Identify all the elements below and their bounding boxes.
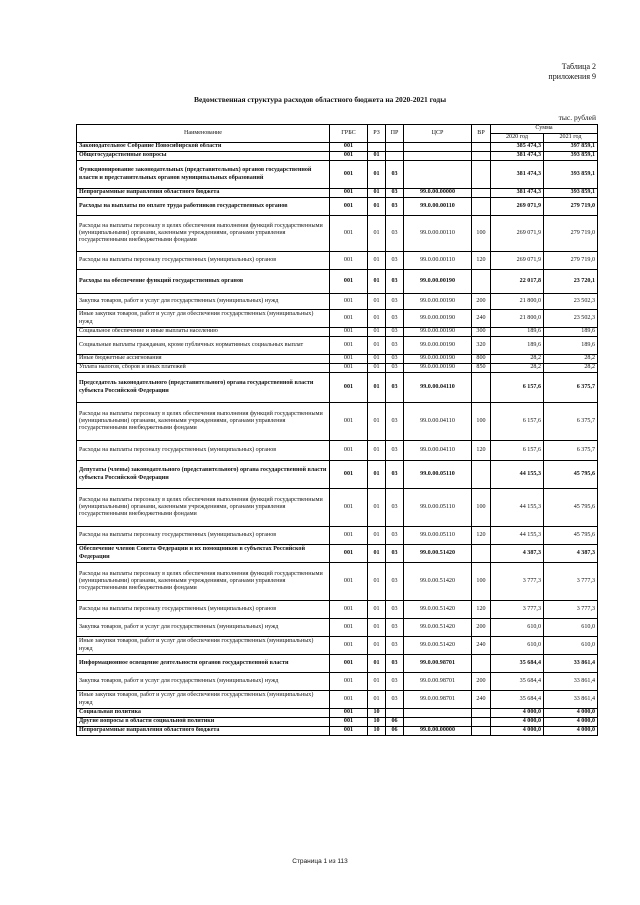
cell-pr: 03 — [386, 601, 404, 619]
table-row — [77, 461, 598, 489]
cell-2021: 23 502,3 — [544, 310, 598, 328]
cell-2020: 28,2 — [491, 355, 544, 364]
table-row — [77, 143, 598, 152]
cell-name: Социальные выплаты гражданам, кроме публичных нормативных социальных выплат — [77, 337, 330, 355]
cell-2021: 6 375,7 — [544, 403, 598, 441]
cell-2020: 4 000,0 — [491, 709, 544, 718]
table-row — [77, 373, 598, 403]
cell-pr: 03 — [386, 441, 404, 461]
budget-table — [76, 124, 598, 736]
page-number: Страница 1 из 113 — [292, 858, 348, 865]
cell-pr: 03 — [386, 270, 404, 294]
cell-rz: 01 — [368, 489, 386, 527]
cell-2021: 4 000,0 — [544, 709, 598, 718]
cell-pr: 06 — [386, 718, 404, 727]
table-row — [77, 673, 598, 691]
cell-rz: 01 — [368, 637, 386, 655]
cell-pr: 03 — [386, 161, 404, 189]
cell-rz: 01 — [368, 373, 386, 403]
cell-vr — [472, 461, 491, 489]
cell-name: Расходы на выплаты персоналу в целях обеспечения выполнения функций государственными (муниципальными) органами, казенными учреждениями, органами управления государственными внебюджетными фондами — [77, 403, 330, 441]
cell-rz: 01 — [368, 403, 386, 441]
cell-vr: 200 — [472, 294, 491, 310]
cell-pr: 03 — [386, 189, 404, 198]
cell-pr: 03 — [386, 328, 404, 337]
cell-rz: 01 — [368, 310, 386, 328]
table-row — [77, 727, 598, 736]
cell-2021: 393 859,1 — [544, 189, 598, 198]
cell-2020: 610,0 — [491, 637, 544, 655]
cell-pr: 03 — [386, 691, 404, 709]
cell-name: Непрограммные направления областного бюджета — [77, 727, 330, 736]
cell-name: Обеспечение членов Совета Федерации и их помощников в субъектах Российской Федерации — [77, 545, 330, 563]
cell-csr: 99.0.00.00190 — [404, 270, 472, 294]
cell-2020: 44 155,3 — [491, 489, 544, 527]
cell-pr: 03 — [386, 489, 404, 527]
cell-2021: 4 387,3 — [544, 545, 598, 563]
table-row — [77, 527, 598, 545]
col-header-name: Наименование — [77, 125, 330, 143]
cell-rz: 01 — [368, 545, 386, 563]
table-row — [77, 637, 598, 655]
cell-vr: 100 — [472, 563, 491, 601]
cell-grbs: 001 — [330, 461, 368, 489]
cell-name: Закупка товаров, работ и услуг для государственных (муниципальных) нужд — [77, 619, 330, 637]
cell-name: Расходы на выплаты персоналу в целях обеспечения выполнения функций государственными (муниципальными) органами, казенными учреждениями, органами управления государственными внебюджетными фондами — [77, 489, 330, 527]
cell-csr: 99.0.00.00110 — [404, 252, 472, 270]
units-label: тыс. рублей — [558, 113, 596, 122]
cell-2021: 6 375,7 — [544, 441, 598, 461]
cell-grbs: 001 — [330, 655, 368, 673]
cell-csr: 99.0.00.00190 — [404, 310, 472, 328]
table-row — [77, 198, 598, 216]
cell-2020: 4 387,3 — [491, 545, 544, 563]
cell-pr: 03 — [386, 198, 404, 216]
cell-vr: 850 — [472, 364, 491, 373]
cell-csr: 99.0.00.00000 — [404, 727, 472, 736]
cell-2021: 397 859,1 — [544, 143, 598, 152]
cell-vr — [472, 189, 491, 198]
cell-name: Расходы на выплаты персоналу государственных (муниципальных) органов — [77, 601, 330, 619]
cell-2020: 21 800,0 — [491, 294, 544, 310]
cell-name: Закупка товаров, работ и услуг для государственных (муниципальных) нужд — [77, 673, 330, 691]
cell-name: Другие вопросы в области социальной политики — [77, 718, 330, 727]
cell-grbs: 001 — [330, 143, 368, 152]
cell-2020: 4 000,0 — [491, 718, 544, 727]
cell-grbs: 001 — [330, 270, 368, 294]
cell-csr: 99.0.00.51420 — [404, 619, 472, 637]
cell-grbs: 001 — [330, 328, 368, 337]
cell-grbs: 001 — [330, 673, 368, 691]
cell-csr — [404, 718, 472, 727]
cell-grbs: 001 — [330, 691, 368, 709]
cell-rz: 01 — [368, 673, 386, 691]
cell-grbs: 001 — [330, 337, 368, 355]
cell-grbs: 001 — [330, 489, 368, 527]
cell-name: Расходы на выплаты персоналу государственных (муниципальных) органов — [77, 252, 330, 270]
cell-pr: 03 — [386, 673, 404, 691]
cell-2020: 189,6 — [491, 328, 544, 337]
cell-vr: 100 — [472, 403, 491, 441]
cell-pr: 03 — [386, 337, 404, 355]
col-header-rz: РЗ — [368, 125, 386, 143]
cell-name: Закупка товаров, работ и услуг для государственных (муниципальных) нужд — [77, 294, 330, 310]
cell-2021: 279 719,0 — [544, 216, 598, 252]
table-row — [77, 718, 598, 727]
cell-2021: 393 859,1 — [544, 161, 598, 189]
cell-rz: 01 — [368, 655, 386, 673]
cell-2020: 4 000,0 — [491, 727, 544, 736]
cell-pr: 03 — [386, 216, 404, 252]
cell-2021: 4 000,0 — [544, 727, 598, 736]
cell-grbs: 001 — [330, 709, 368, 718]
cell-name: Расходы на выплаты по оплате труда работников государственных органов — [77, 198, 330, 216]
cell-pr: 03 — [386, 364, 404, 373]
cell-vr: 320 — [472, 337, 491, 355]
cell-2021: 3 777,3 — [544, 563, 598, 601]
cell-2020: 385 474,3 — [491, 143, 544, 152]
cell-rz: 01 — [368, 601, 386, 619]
cell-vr: 200 — [472, 619, 491, 637]
table-row — [77, 161, 598, 189]
cell-pr: 03 — [386, 563, 404, 601]
cell-csr: 99.0.00.05110 — [404, 527, 472, 545]
table-row — [77, 189, 598, 198]
cell-name: Расходы на выплаты персоналу в целях обеспечения выполнения функций государственными (муниципальными) органами, казенными учреждениями, органами управления государственными внебюджетными фондами — [77, 563, 330, 601]
cell-pr: 03 — [386, 619, 404, 637]
cell-2021: 610,0 — [544, 619, 598, 637]
cell-2021: 45 795,6 — [544, 527, 598, 545]
cell-vr — [472, 152, 491, 161]
cell-csr: 99.0.00.51420 — [404, 545, 472, 563]
cell-pr — [386, 709, 404, 718]
cell-2021: 23 720,1 — [544, 270, 598, 294]
table-number-label: Таблица 2 — [561, 62, 596, 71]
cell-name: Иные бюджетные ассигнования — [77, 355, 330, 364]
cell-pr: 03 — [386, 294, 404, 310]
cell-vr — [472, 198, 491, 216]
cell-2020: 35 684,4 — [491, 655, 544, 673]
table-row — [77, 709, 598, 718]
cell-2021: 6 375,7 — [544, 373, 598, 403]
table-row — [77, 216, 598, 252]
cell-2020: 6 157,6 — [491, 441, 544, 461]
cell-rz — [368, 143, 386, 152]
cell-rz: 01 — [368, 252, 386, 270]
cell-name: Законодательное Собрание Новосибирской области — [77, 143, 330, 152]
cell-rz: 01 — [368, 461, 386, 489]
cell-grbs: 001 — [330, 441, 368, 461]
cell-2021: 28,2 — [544, 355, 598, 364]
cell-pr: 03 — [386, 461, 404, 489]
cell-pr: 03 — [386, 355, 404, 364]
cell-2020: 381 474,3 — [491, 152, 544, 161]
cell-2020: 381 474,3 — [491, 189, 544, 198]
cell-2021: 189,6 — [544, 328, 598, 337]
table-row — [77, 489, 598, 527]
col-header-2021: 2021 год — [544, 134, 598, 143]
cell-rz: 01 — [368, 328, 386, 337]
table-body — [77, 143, 598, 736]
cell-name: Непрограммные направления областного бюджета — [77, 189, 330, 198]
cell-2020: 3 777,3 — [491, 601, 544, 619]
cell-2020: 189,6 — [491, 337, 544, 355]
cell-vr: 120 — [472, 601, 491, 619]
cell-csr: 99.0.00.98701 — [404, 691, 472, 709]
cell-name: Уплата налогов, сборов и иных платежей — [77, 364, 330, 373]
table-row — [77, 355, 598, 364]
cell-2021: 279 719,0 — [544, 198, 598, 216]
cell-rz: 01 — [368, 337, 386, 355]
cell-2021: 33 861,4 — [544, 691, 598, 709]
table-row — [77, 152, 598, 161]
cell-vr — [472, 709, 491, 718]
cell-rz: 01 — [368, 364, 386, 373]
cell-2020: 28,2 — [491, 364, 544, 373]
cell-vr: 120 — [472, 527, 491, 545]
table-row — [77, 337, 598, 355]
cell-2021: 279 719,0 — [544, 252, 598, 270]
cell-pr: 03 — [386, 545, 404, 563]
cell-rz: 01 — [368, 441, 386, 461]
table-caption — [548, 62, 596, 82]
cell-grbs: 001 — [330, 637, 368, 655]
table-row — [77, 364, 598, 373]
cell-csr — [404, 161, 472, 189]
col-header-2020: 2020 год — [491, 134, 544, 143]
table-row — [77, 403, 598, 441]
cell-2020: 44 155,3 — [491, 527, 544, 545]
document-title: Ведомственная структура расходов областного бюджета на 2020-2021 годы — [193, 95, 447, 104]
cell-pr: 03 — [386, 403, 404, 441]
cell-rz: 01 — [368, 216, 386, 252]
cell-csr: 99.0.00.00190 — [404, 294, 472, 310]
table-row — [77, 655, 598, 673]
cell-grbs: 001 — [330, 294, 368, 310]
cell-csr: 99.0.00.00190 — [404, 355, 472, 364]
cell-name: Председатель законодательного (представительного) органа государственной власти субъекта Российской Федерации — [77, 373, 330, 403]
cell-pr: 06 — [386, 727, 404, 736]
cell-csr: 99.0.00.00000 — [404, 189, 472, 198]
cell-2021: 4 000,0 — [544, 718, 598, 727]
col-header-sum: Сумма — [491, 125, 598, 134]
table-row — [77, 691, 598, 709]
cell-grbs: 001 — [330, 403, 368, 441]
cell-2020: 381 474,3 — [491, 161, 544, 189]
cell-grbs: 001 — [330, 198, 368, 216]
cell-grbs: 001 — [330, 545, 368, 563]
cell-csr: 99.0.00.05110 — [404, 461, 472, 489]
table-row — [77, 310, 598, 328]
cell-pr: 03 — [386, 637, 404, 655]
cell-vr: 240 — [472, 310, 491, 328]
cell-rz: 01 — [368, 270, 386, 294]
cell-name: Функционирование законодательных (представительных) органов государственной власти и представительных органов муниципальных образований — [77, 161, 330, 189]
cell-pr: 03 — [386, 527, 404, 545]
cell-2020: 6 157,6 — [491, 373, 544, 403]
table-row — [77, 328, 598, 337]
cell-grbs: 001 — [330, 152, 368, 161]
cell-2020: 35 684,4 — [491, 691, 544, 709]
cell-2021: 23 502,3 — [544, 294, 598, 310]
cell-2020: 22 017,8 — [491, 270, 544, 294]
cell-2020: 269 071,9 — [491, 252, 544, 270]
cell-pr — [386, 143, 404, 152]
cell-vr — [472, 373, 491, 403]
cell-csr: 99.0.00.51420 — [404, 563, 472, 601]
cell-name: Иные закупки товаров, работ и услуг для обеспечения государственных (муниципальных) нужд — [77, 691, 330, 709]
cell-csr — [404, 152, 472, 161]
cell-name: Расходы на выплаты персоналу государственных (муниципальных) органов — [77, 441, 330, 461]
cell-grbs: 001 — [330, 216, 368, 252]
cell-2020: 44 155,3 — [491, 461, 544, 489]
cell-rz: 01 — [368, 152, 386, 161]
cell-vr: 120 — [472, 252, 491, 270]
cell-csr: 99.0.00.51420 — [404, 637, 472, 655]
cell-rz: 01 — [368, 189, 386, 198]
cell-csr — [404, 143, 472, 152]
cell-2021: 45 795,6 — [544, 461, 598, 489]
cell-rz: 01 — [368, 294, 386, 310]
cell-vr — [472, 161, 491, 189]
cell-grbs: 001 — [330, 727, 368, 736]
table-row — [77, 563, 598, 601]
cell-2021: 3 777,3 — [544, 601, 598, 619]
cell-2021: 33 861,4 — [544, 655, 598, 673]
table-row — [77, 252, 598, 270]
cell-vr: 800 — [472, 355, 491, 364]
cell-grbs: 001 — [330, 527, 368, 545]
cell-vr — [472, 718, 491, 727]
table-row — [77, 270, 598, 294]
cell-pr: 03 — [386, 252, 404, 270]
appendix-label: приложения 9 — [548, 72, 596, 81]
cell-grbs: 001 — [330, 373, 368, 403]
cell-grbs: 001 — [330, 310, 368, 328]
cell-2021: 28,2 — [544, 364, 598, 373]
col-header-grbs: ГРБС — [330, 125, 368, 143]
cell-csr: 99.0.00.04110 — [404, 441, 472, 461]
cell-vr: 100 — [472, 489, 491, 527]
cell-2020: 21 800,0 — [491, 310, 544, 328]
cell-csr: 99.0.00.05110 — [404, 489, 472, 527]
cell-csr: 99.0.00.04110 — [404, 373, 472, 403]
cell-csr: 99.0.00.98701 — [404, 655, 472, 673]
cell-csr: 99.0.00.98701 — [404, 673, 472, 691]
cell-name: Иные закупки товаров, работ и услуг для обеспечения государственных (муниципальных) нужд — [77, 637, 330, 655]
cell-2020: 6 157,6 — [491, 403, 544, 441]
cell-vr — [472, 545, 491, 563]
cell-vr — [472, 727, 491, 736]
cell-vr: 200 — [472, 673, 491, 691]
cell-pr — [386, 152, 404, 161]
cell-grbs: 001 — [330, 563, 368, 601]
cell-2020: 3 777,3 — [491, 563, 544, 601]
cell-csr — [404, 709, 472, 718]
cell-2021: 393 859,1 — [544, 152, 598, 161]
cell-csr: 99.0.00.00190 — [404, 337, 472, 355]
col-header-csr: ЦСР — [404, 125, 472, 143]
cell-name: Расходы на выплаты персоналу в целях обеспечения выполнения функций государственными (муниципальными) органами, казенными учреждениями, органами управления государственными внебюджетными фондами — [77, 216, 330, 252]
table-row — [77, 294, 598, 310]
cell-vr: 120 — [472, 441, 491, 461]
cell-vr — [472, 143, 491, 152]
col-header-vr: ВР — [472, 125, 491, 143]
col-header-pr: ПР — [386, 125, 404, 143]
cell-2021: 189,6 — [544, 337, 598, 355]
cell-rz: 01 — [368, 527, 386, 545]
cell-grbs: 001 — [330, 161, 368, 189]
cell-rz: 10 — [368, 718, 386, 727]
cell-csr: 99.0.00.00110 — [404, 216, 472, 252]
cell-2020: 35 684,4 — [491, 673, 544, 691]
cell-pr: 03 — [386, 310, 404, 328]
cell-rz: 01 — [368, 161, 386, 189]
cell-grbs: 001 — [330, 189, 368, 198]
cell-grbs: 001 — [330, 619, 368, 637]
cell-vr: 300 — [472, 328, 491, 337]
cell-csr: 99.0.00.00190 — [404, 328, 472, 337]
cell-name: Депутаты (члены) законодательного (представительного) органа государственной власти субъекта Российской Федерации — [77, 461, 330, 489]
cell-vr: 100 — [472, 216, 491, 252]
cell-2021: 45 795,6 — [544, 489, 598, 527]
cell-rz: 01 — [368, 691, 386, 709]
cell-csr: 99.0.00.04110 — [404, 403, 472, 441]
cell-grbs: 001 — [330, 601, 368, 619]
cell-csr: 99.0.00.00110 — [404, 198, 472, 216]
cell-grbs: 001 — [330, 364, 368, 373]
cell-name: Расходы на обеспечение функций государственных органов — [77, 270, 330, 294]
cell-name: Расходы на выплаты персоналу государственных (муниципальных) органов — [77, 527, 330, 545]
cell-csr: 99.0.00.51420 — [404, 601, 472, 619]
cell-name: Общегосударственные вопросы — [77, 152, 330, 161]
cell-2021: 33 861,4 — [544, 673, 598, 691]
cell-rz: 01 — [368, 619, 386, 637]
cell-2020: 269 071,9 — [491, 198, 544, 216]
cell-rz: 01 — [368, 563, 386, 601]
cell-2021: 610,0 — [544, 637, 598, 655]
cell-name: Иные закупки товаров, работ и услуг для обеспечения государственных (муниципальных) нужд — [77, 310, 330, 328]
cell-rz: 10 — [368, 727, 386, 736]
cell-grbs: 001 — [330, 718, 368, 727]
cell-pr: 03 — [386, 373, 404, 403]
cell-name: Информационное освещение деятельности органов государственной власти — [77, 655, 330, 673]
cell-name: Социальная политика — [77, 709, 330, 718]
cell-rz: 01 — [368, 198, 386, 216]
cell-rz: 01 — [368, 355, 386, 364]
table-row — [77, 601, 598, 619]
cell-2020: 269 071,9 — [491, 216, 544, 252]
cell-rz: 10 — [368, 709, 386, 718]
cell-grbs: 001 — [330, 252, 368, 270]
cell-vr: 240 — [472, 691, 491, 709]
cell-vr — [472, 655, 491, 673]
cell-name: Социальное обеспечение и иные выплаты населению — [77, 328, 330, 337]
table-row — [77, 619, 598, 637]
table-row — [77, 441, 598, 461]
cell-vr — [472, 270, 491, 294]
cell-pr: 03 — [386, 655, 404, 673]
cell-csr: 99.0.00.00190 — [404, 364, 472, 373]
cell-vr: 240 — [472, 637, 491, 655]
table-row — [77, 545, 598, 563]
cell-grbs: 001 — [330, 355, 368, 364]
cell-2020: 610,0 — [491, 619, 544, 637]
